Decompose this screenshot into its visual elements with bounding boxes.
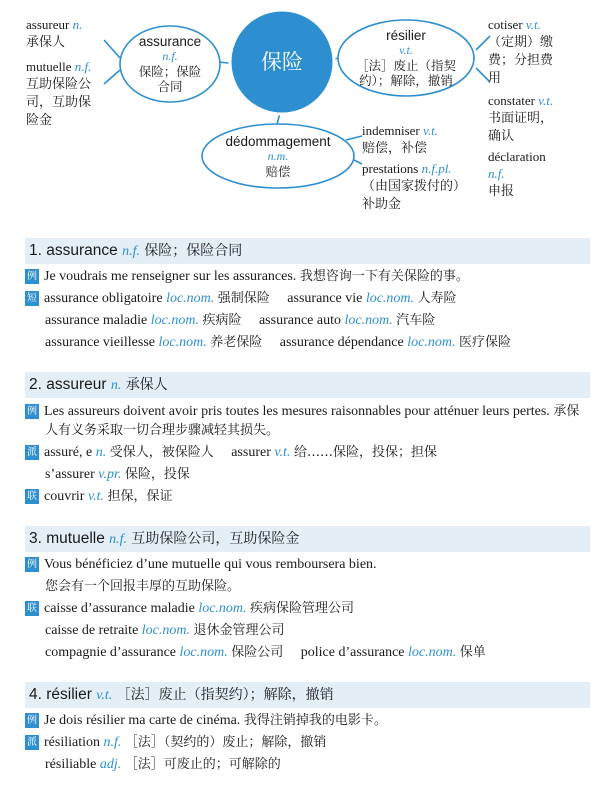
- satellite-zh: 确认: [488, 129, 515, 144]
- phrase-pos: loc.nom.: [150, 313, 199, 328]
- phrase-pos: loc.nom.: [365, 291, 415, 306]
- entry-assureur: [25, 372, 590, 508]
- related-pos: v.t.: [87, 489, 105, 504]
- derived-fr: résiliable: [45, 757, 97, 772]
- satellite-mutuelle: [26, 58, 91, 129]
- example-zh: 我想咨询一下有关保险的事。: [299, 269, 469, 284]
- satellite-word: déclaration: [488, 149, 546, 164]
- satellite-cotiser: [488, 16, 553, 87]
- satellite-word: prestations: [362, 161, 419, 176]
- phrase-pos: loc.nom.: [407, 335, 456, 350]
- bubble-word: dédommagement: [225, 134, 331, 149]
- connector-assureur: [104, 40, 120, 58]
- derived-zh: ［法］可废止的；可解除的: [124, 757, 281, 772]
- satellite-zh: （由国家拨付的）: [362, 179, 467, 194]
- satellite-pos: v.t.: [423, 123, 438, 138]
- related-fr: couvrir: [44, 489, 85, 504]
- phrase-line: [25, 288, 590, 310]
- entry-pos: n.: [110, 378, 122, 393]
- bubble-pos: n.f.: [162, 49, 178, 63]
- entry-number: 1.: [29, 242, 42, 259]
- derived-pos: adj.: [99, 757, 122, 772]
- phrase-pos: loc.nom.: [158, 335, 207, 350]
- satellite-pos: v.t.: [538, 93, 554, 108]
- example-tag: 例: [27, 406, 37, 417]
- entry-heading: [25, 682, 590, 708]
- satellite-zh: 费；分担费: [488, 53, 554, 68]
- example-fr: Les assureurs doivent avoir pris toutes les mesures raisonnables pour atténuer leurs pertes.: [44, 404, 550, 419]
- entry-assurance: [25, 238, 590, 354]
- related-fr: compagnie d’assurance: [45, 645, 176, 660]
- connector-mutuelle: [104, 70, 120, 84]
- derived-tag: 派: [27, 447, 37, 458]
- bubble-zh: ［法］废止（指契: [355, 58, 456, 73]
- entry-zh: ［法］废止（指契约）；解除，撤销: [116, 687, 334, 703]
- derived-zh: 保险，投保: [124, 467, 190, 482]
- entry-resilier: [25, 682, 590, 776]
- satellite-word: assureur: [26, 17, 70, 32]
- derived-zh: 给……保险，投保；担保: [293, 445, 437, 460]
- related-fr: caisse d’assurance maladie: [44, 601, 195, 616]
- satellite-zh: 互助保险公: [26, 77, 92, 92]
- related-line: [25, 486, 590, 508]
- entry-number: 4.: [29, 686, 42, 703]
- satellite-assureur: [26, 16, 82, 51]
- example-line: [25, 554, 590, 576]
- satellite-pos: n.f.: [74, 59, 92, 74]
- phrase-zh: 人寿险: [417, 291, 457, 306]
- satellite-pos: n.: [72, 17, 83, 32]
- derived-pos: v.t.: [274, 445, 291, 460]
- bubble-zh: 赔偿: [265, 164, 291, 179]
- related-zh: 保险公司: [231, 645, 284, 660]
- entry-number: 2.: [29, 376, 42, 393]
- entry-zh: 承保人: [125, 377, 168, 393]
- related-pos: loc.nom.: [198, 601, 247, 616]
- example-line: [25, 266, 590, 288]
- example-tag: 例: [27, 271, 37, 282]
- related-pos: loc.nom.: [179, 645, 228, 660]
- phrase-zh: 强制保险: [217, 291, 270, 306]
- phrase-line: [25, 310, 590, 332]
- entry-word: résilier: [46, 686, 92, 703]
- entry-zh: 互助保险公司，互助保险金: [131, 531, 300, 547]
- satellite-word: indemniser: [362, 123, 420, 138]
- satellite-pos: v.t.: [525, 17, 541, 32]
- bubble-word: résilier: [386, 28, 426, 43]
- phrase-fr: assurance vie: [287, 291, 363, 306]
- related-tag: 联: [27, 491, 37, 502]
- bubble-zh: 约）；解除，撤销: [359, 73, 453, 88]
- example-zh: 承保人有义务采取一切合理步骤减轻其损失。: [45, 404, 580, 438]
- example-fr: Je voudrais me renseigner sur les assurances.: [44, 269, 297, 284]
- derived-fr: résiliation: [44, 735, 100, 750]
- derived-pos: n.f.: [103, 735, 122, 750]
- derived-zh: ［法］（契约的）废止；解除，撤销: [124, 735, 327, 750]
- phrase-fr: assurance auto: [258, 313, 341, 328]
- bubble-assurance-text: [124, 34, 216, 94]
- related-line: [25, 598, 590, 620]
- satellite-zh: 用: [488, 71, 502, 86]
- entry-zh: 保险；保险合同: [144, 243, 243, 259]
- satellite-zh: 承保人: [26, 35, 66, 50]
- bubble-resilier-text: [344, 28, 468, 88]
- satellite-zh: 赔偿，补偿: [362, 141, 428, 156]
- derived-line: [25, 442, 590, 464]
- related-pos: loc.nom.: [141, 623, 190, 638]
- related-zh: 担保，保证: [107, 489, 173, 504]
- example-tag: 例: [27, 559, 37, 570]
- entry-word: mutuelle: [46, 530, 105, 547]
- center-label: 保险: [261, 50, 303, 74]
- satellite-word: constater: [488, 93, 535, 108]
- satellite-word: cotiser: [488, 17, 523, 32]
- example-line: [25, 710, 590, 732]
- derived-zh: 受保人，被保险人: [109, 445, 214, 460]
- phrase-tag: 短: [27, 293, 37, 304]
- bubble-pos: n.m.: [267, 149, 289, 163]
- related-zh: 退休金管理公司: [193, 623, 285, 638]
- example-line: [25, 400, 590, 442]
- bubble-zh: 合同: [157, 79, 183, 94]
- bubble-word: assurance: [138, 34, 202, 49]
- phrase-zh: 医疗保险: [458, 335, 511, 350]
- phrase-zh: 疾病险: [202, 313, 242, 328]
- derived-line: [25, 732, 590, 754]
- related-fr: police d’assurance: [300, 645, 405, 660]
- phrase-fr: assurance maladie: [45, 313, 148, 328]
- related-line: [25, 642, 590, 664]
- related-pos: loc.nom.: [408, 645, 457, 660]
- satellite-pos: n.f.: [488, 166, 505, 181]
- mind-map: [0, 0, 615, 225]
- phrase-fr: assurance obligatoire: [44, 291, 163, 306]
- satellite-zh: （定期）缴: [488, 35, 554, 50]
- satellite-declaration: [488, 148, 546, 200]
- related-zh: 保单: [459, 645, 486, 660]
- entry-heading: [25, 526, 590, 552]
- derived-fr: assuré, e: [44, 445, 93, 460]
- derived-fr: assurer: [231, 445, 271, 460]
- satellite-prestations: [362, 160, 466, 213]
- satellite-word: mutuelle: [26, 59, 72, 74]
- bubble-zh: 保险；保险: [138, 64, 202, 79]
- satellite-zh: 补助金: [362, 197, 402, 212]
- derived-line: [25, 754, 590, 776]
- satellite-zh: 申报: [488, 184, 515, 199]
- derived-line: [25, 464, 590, 486]
- phrase-pos: loc.nom.: [166, 291, 215, 306]
- related-tag: 联: [27, 603, 37, 614]
- entry-pos: v.t.: [96, 688, 113, 703]
- entry-pos: n.f.: [109, 532, 128, 547]
- phrase-fr: assurance vieillesse: [45, 335, 156, 350]
- satellite-pos: n.f.pl.: [421, 161, 452, 176]
- satellite-zh: 险金: [26, 113, 53, 128]
- derived-pos: v.pr.: [98, 467, 122, 482]
- bubble-pos: v.t.: [399, 43, 413, 57]
- entry-number: 3.: [29, 530, 42, 547]
- satellite-zh: 书面证明，: [488, 111, 554, 126]
- phrase-zh: 养老保险: [210, 335, 263, 350]
- related-fr: caisse de retraite: [45, 623, 139, 638]
- phrase-fr: assurance dépendance: [279, 335, 404, 350]
- satellite-indemniser: [362, 122, 438, 157]
- entry-word: assurance: [46, 242, 118, 259]
- satellite-zh: 司，互助保: [26, 95, 92, 110]
- entry-word: assureur: [46, 376, 107, 393]
- phrase-pos: loc.nom.: [344, 313, 393, 328]
- phrase-line: [25, 332, 590, 354]
- example-zh: 我得注销掉我的电影卡。: [243, 713, 387, 728]
- entry-pos: n.f.: [122, 244, 140, 259]
- derived-pos: n.: [95, 445, 107, 460]
- entry-mutuelle: [25, 526, 590, 664]
- entry-heading: [25, 238, 590, 264]
- example-fr: Je dois résilier ma carte de cinéma.: [44, 713, 241, 728]
- entry-heading: [25, 372, 590, 398]
- related-line: [25, 620, 590, 642]
- example-tag: 例: [27, 715, 37, 726]
- example-line: [25, 576, 590, 598]
- derived-fr: s’assurer: [45, 467, 95, 482]
- derived-tag: 派: [27, 737, 37, 748]
- example-fr: Vous bénéficiez d’une mutuelle qui vous remboursera bien.: [44, 557, 377, 572]
- bubble-dedommagement-text: [206, 134, 350, 179]
- satellite-constater: [488, 92, 553, 145]
- related-zh: 疾病保险管理公司: [250, 601, 355, 616]
- example-zh: 您会有一个回报丰厚的互助保险。: [45, 579, 241, 594]
- phrase-zh: 汽车险: [396, 313, 436, 328]
